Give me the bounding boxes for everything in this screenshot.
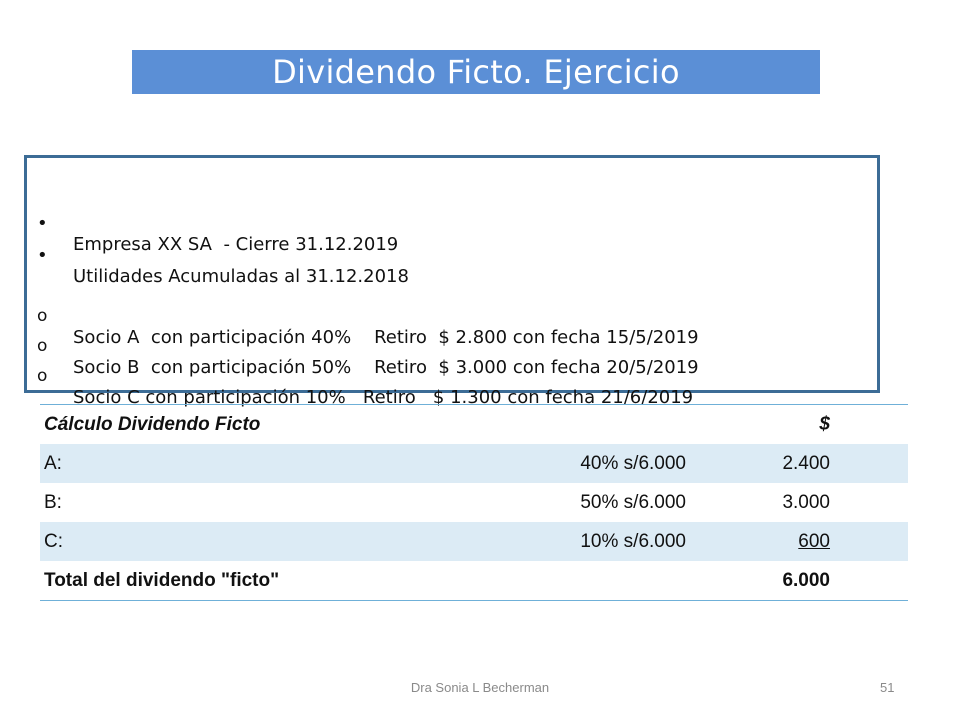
page-number: 51 [880, 680, 895, 695]
row-label: B: [44, 491, 62, 513]
footer-author: Dra Sonia L Becherman [410, 680, 550, 695]
header-label: Cálculo Dividendo Ficto [44, 413, 261, 435]
table-header-row [40, 405, 908, 444]
bullet-text: Utilidades Acumuladas al 31.12.2018 [73, 266, 409, 287]
row-value: 3.000 [782, 491, 830, 513]
header-currency: $ [819, 413, 830, 435]
bullet-marker: • [37, 245, 48, 266]
partner-text: Socio C con participación 10% Retiro $ 1.300 con fecha 21/6/2019 [73, 387, 694, 408]
table-row [40, 444, 908, 483]
calculation-table [40, 404, 908, 601]
row-formula: 40% s/6.000 [580, 452, 686, 474]
table-row [40, 483, 908, 522]
partner-text: Socio B con participación 50% Retiro $ 3.000 con fecha 20/5/2019 [73, 357, 699, 378]
sub-marker: o [37, 366, 48, 386]
partner-text: Socio A con participación 40% Retiro $ 2.800 con fecha 15/5/2019 [73, 327, 699, 348]
row-formula: 10% s/6.000 [580, 530, 686, 552]
total-label: Total del dividendo "ficto" [44, 569, 280, 591]
row-formula: 50% s/6.000 [580, 491, 686, 513]
row-label: C: [44, 530, 63, 552]
title-banner [132, 50, 820, 94]
row-value: 600 [798, 530, 830, 552]
table-row [40, 522, 908, 561]
total-value: 6.000 [782, 569, 830, 591]
sub-marker: o [37, 306, 48, 326]
row-value: 2.400 [782, 452, 830, 474]
bullet-text: Empresa XX SA - Cierre 31.12.2019 [73, 234, 399, 255]
table-total-row [40, 561, 908, 600]
exercise-box [24, 155, 880, 408]
bullet-marker: • [37, 213, 48, 234]
row-label: A: [44, 452, 62, 474]
sub-marker: o [37, 336, 48, 356]
slide-title: Dividendo Ficto. Ejercicio [272, 53, 680, 91]
